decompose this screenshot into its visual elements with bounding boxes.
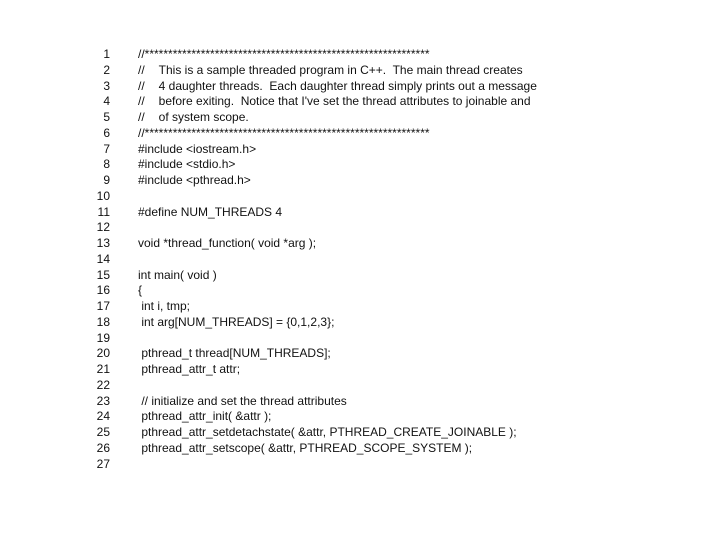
code-content: #define NUM_THREADS 4	[138, 204, 283, 219]
line-number: 25	[96, 425, 110, 439]
line-number: 7	[103, 141, 110, 156]
code-content: #include <iostream.h>	[138, 141, 257, 156]
line-number: 27	[96, 456, 110, 471]
line-number: 5	[103, 110, 110, 124]
comment-marker: //	[138, 78, 145, 93]
code-line	[0, 268, 720, 284]
code-text	[138, 425, 517, 441]
code-line	[0, 252, 720, 268]
code-content: //*************************************************************	[138, 47, 430, 61]
code-line	[0, 409, 720, 425]
line-number: 11	[97, 204, 110, 219]
code-text	[138, 283, 142, 299]
code-content: before exiting. Notice that I've set the thread attributes to joinable and	[158, 94, 531, 109]
code-text	[138, 142, 256, 158]
code-line	[0, 425, 720, 441]
code-content: int main( void )	[138, 267, 217, 282]
code-line	[0, 457, 720, 473]
code-line	[0, 173, 720, 189]
line-number: 18	[96, 314, 110, 329]
code-content: pthread_attr_init( &attr );	[138, 409, 272, 424]
line-number: 4	[103, 94, 110, 109]
code-text	[138, 315, 334, 331]
code-text	[138, 268, 217, 284]
line-number: 1	[103, 47, 110, 61]
line-number: 9	[103, 173, 110, 187]
code-content: void *thread_function( void *arg );	[138, 236, 317, 250]
code-content: #include <pthread.h>	[138, 173, 251, 187]
code-text	[138, 441, 472, 457]
code-line	[0, 205, 720, 221]
code-text	[138, 157, 235, 173]
line-number: 10	[96, 188, 110, 203]
code-line	[0, 299, 720, 315]
line-number: 22	[96, 377, 110, 392]
line-number: 15	[96, 267, 110, 282]
code-line	[0, 220, 720, 236]
line-number: 26	[96, 440, 110, 455]
code-line	[0, 362, 720, 378]
code-line	[0, 441, 720, 457]
code-content: This is a sample threaded program in C++. The main thread creates	[158, 62, 523, 77]
comment-marker: //	[138, 62, 145, 77]
code-content: // initialize and set the thread attributes	[138, 393, 347, 408]
code-line	[0, 283, 720, 299]
comment-marker: //	[138, 110, 145, 124]
code-text	[138, 346, 331, 362]
code-line	[0, 63, 720, 79]
code-line	[0, 110, 720, 126]
code-content: #include <stdio.h>	[138, 157, 236, 172]
code-content: int i, tmp;	[138, 299, 191, 313]
line-number: 12	[96, 220, 110, 235]
code-text	[138, 394, 347, 410]
comment-marker: //	[138, 94, 145, 109]
code-text	[138, 79, 537, 95]
code-text	[138, 63, 523, 79]
code-content: pthread_t thread[NUM_THREADS];	[138, 346, 331, 361]
code-text	[138, 94, 531, 110]
code-text	[138, 173, 251, 189]
code-line	[0, 315, 720, 331]
code-text	[138, 236, 316, 252]
line-number: 20	[96, 346, 110, 361]
code-content: int arg[NUM_THREADS] = {0,1,2,3};	[138, 314, 335, 329]
code-content: {	[138, 283, 143, 298]
code-content: pthread_attr_t attr;	[138, 362, 241, 376]
code-content: 4 daughter threads. Each daughter thread simply prints out a message	[158, 78, 537, 93]
line-number: 23	[96, 393, 110, 408]
code-content: of system scope.	[158, 110, 249, 124]
line-number: 13	[96, 236, 110, 250]
line-number: 21	[96, 362, 110, 376]
code-text	[138, 110, 249, 126]
line-number: 24	[96, 409, 110, 424]
line-number: 16	[96, 283, 110, 298]
code-content: pthread_attr_setdetachstate( &attr, PTHREAD_CREATE_JOINABLE );	[138, 425, 517, 439]
code-text	[138, 205, 282, 221]
code-line	[0, 126, 720, 142]
code-text	[138, 362, 240, 378]
code-text	[138, 126, 430, 142]
line-number: 3	[103, 78, 110, 93]
code-line	[0, 189, 720, 205]
line-number: 14	[96, 251, 110, 266]
code-line	[0, 346, 720, 362]
code-line	[0, 378, 720, 394]
code-listing	[0, 47, 720, 472]
code-line	[0, 142, 720, 158]
code-line	[0, 331, 720, 347]
code-line	[0, 47, 720, 63]
line-number: 2	[103, 62, 110, 77]
line-number: 19	[96, 330, 110, 345]
code-line	[0, 157, 720, 173]
code-content: //*************************************************************	[138, 125, 430, 140]
code-line	[0, 394, 720, 410]
line-number: 6	[103, 125, 110, 140]
code-text	[138, 299, 190, 315]
code-line	[0, 94, 720, 110]
code-content: pthread_attr_setscope( &attr, PTHREAD_SCOPE_SYSTEM );	[138, 440, 473, 455]
code-line	[0, 236, 720, 252]
line-number: 17	[96, 299, 110, 313]
code-line	[0, 79, 720, 95]
line-number: 8	[103, 157, 110, 172]
code-text	[138, 409, 271, 425]
code-text	[138, 47, 430, 63]
